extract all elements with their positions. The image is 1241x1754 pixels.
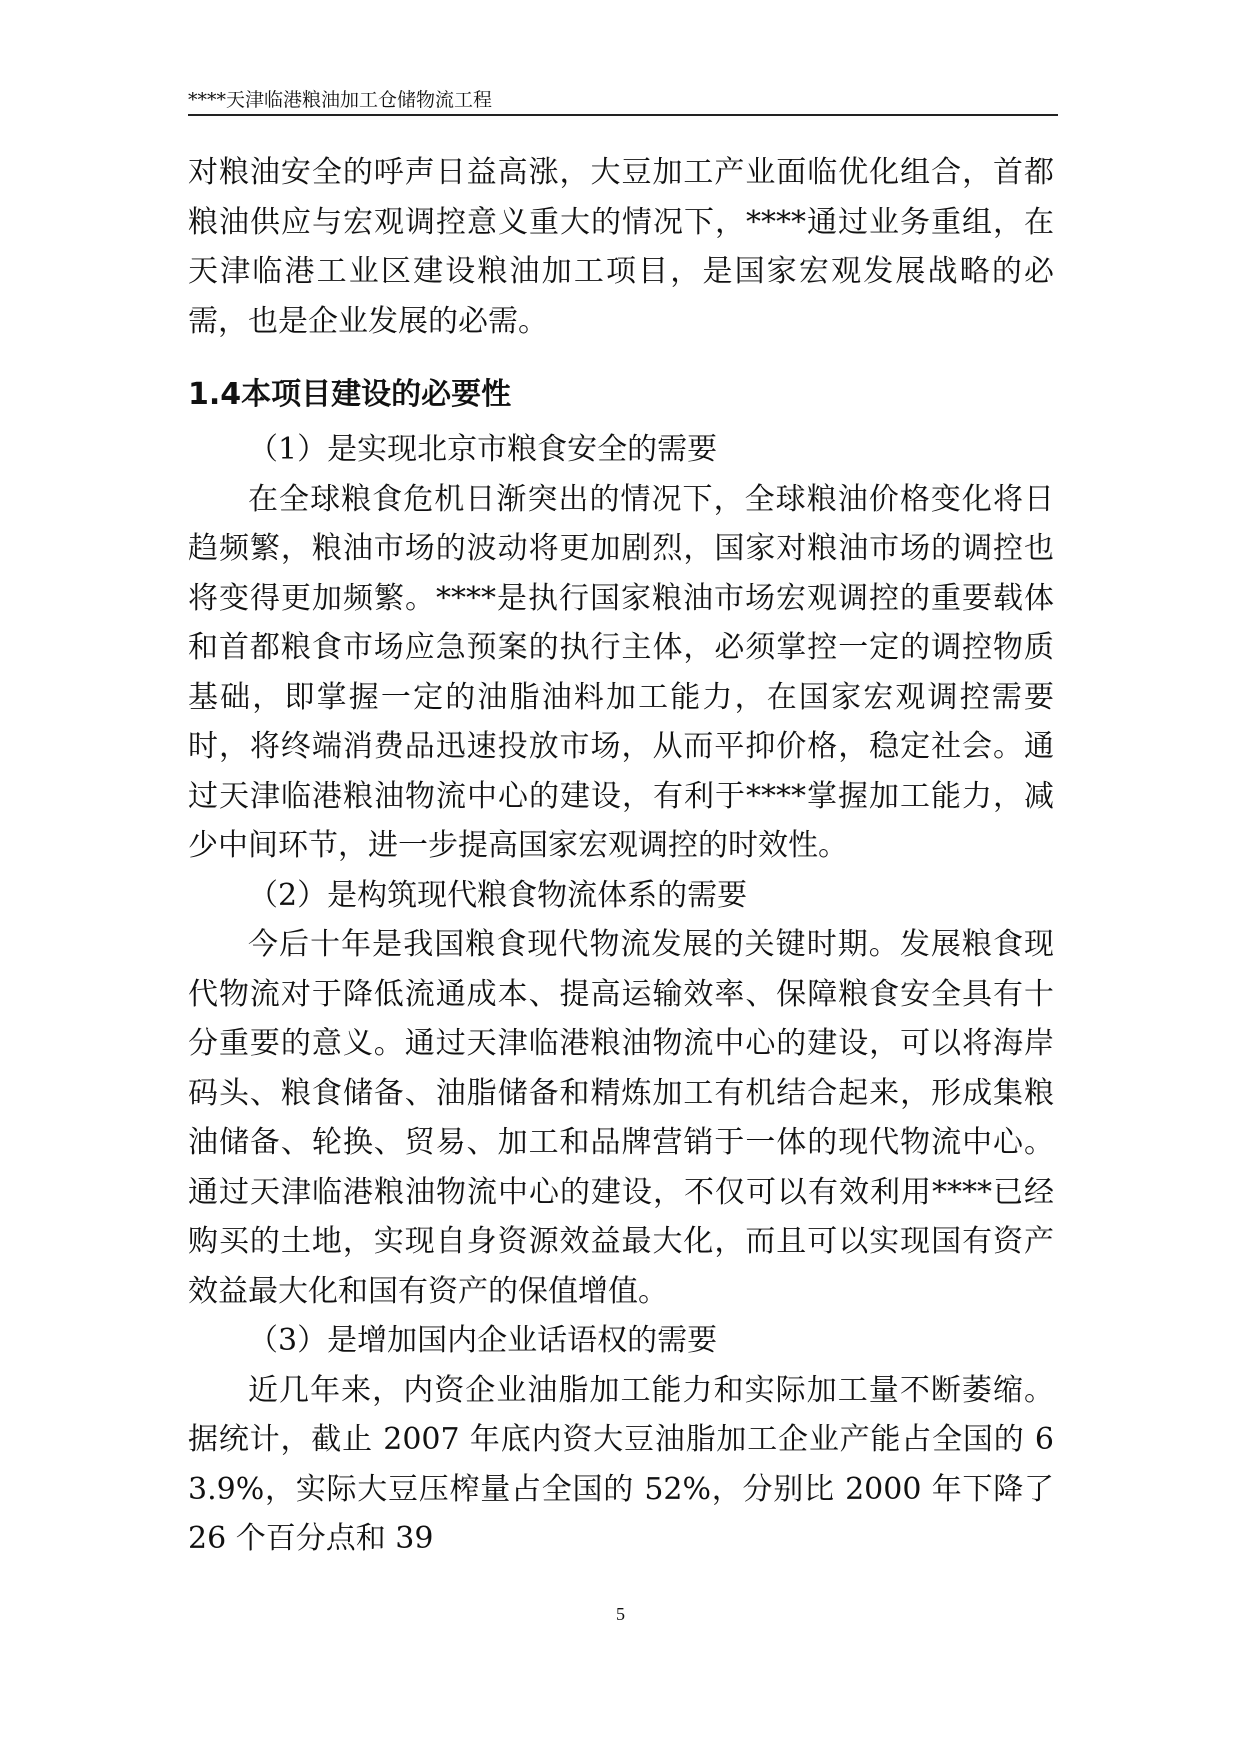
intro-paragraph: 对粮油安全的呼声日益高涨，大豆加工产业面临优化组合，首都粮油供应与宏观调控意义重大的情况下，****通过业务重组，在天津临港工业区建设粮油加工项目，是国家宏观发展战略的必需，也是企业发展的必需。: [188, 155, 1054, 339]
item-1-heading: （1）是实现北京市粮食安全的需要: [248, 432, 718, 467]
running-header: ****天津临港粮油加工仓储物流工程: [188, 88, 1058, 116]
item-2-heading: （2）是构筑现代粮食物流体系的需要: [248, 877, 748, 913]
item-3-paragraph: 近几年来，内资企业油脂加工能力和实际加工量不断萎缩。据统计，截止 2007 年底内资大豆油脂加工企业产能占全国的 63.9%，实际大豆压榨量占全国的 52%，分别比 2000 年下降了 26 个百分点和 39: [188, 1372, 1054, 1556]
item-2-paragraph: 今后十年是我国粮食现代物流发展的关键时期。发展粮食现代物流对于降低流通成本、提高运输效率、保障粮食安全具有十分重要的意义。通过天津临港粮油物流中心的建设，可以将海岸码头、粮食储备、油脂储备和精炼加工有机结合起来，形成集粮油储备、轮换、贸易、加工和品牌营销于一体的现代物流中心。通过天津临港粮油物流中心的建设，不仅可以有效利用****已经购买的土地，实现自身资源效益最大化，而且可以实现国有资产效益最大化和国有资产的保值增值。: [188, 927, 1054, 1309]
section-heading: 1.4本项目建设的必要性: [188, 377, 512, 412]
page-number: 5: [616, 1604, 625, 1624]
item-1-paragraph: 在全球粮食危机日渐突出的情况下，全球粮油价格变化将日趋频繁，粮油市场的波动将更加剧烈，国家对粮油市场的调控也将变得更加频繁。****是执行国家粮油市场宏观调控的重要载体和首都粮食市场应急预案的执行主体，必须掌控一定的调控物质基础，即掌握一定的油脂油料加工能力，在国家宏观调控需要时，将终端消费品迅速投放市场，从而平抑价格，稳定社会。通过天津临港粮油物流中心的建设，有利于****掌握加工能力，减少中间环节，进一步提高国家宏观调控的时效性。: [188, 481, 1054, 863]
item-3-heading: （3）是增加国内企业话语权的需要: [248, 1323, 718, 1358]
document-body: [188, 148, 1054, 1564]
